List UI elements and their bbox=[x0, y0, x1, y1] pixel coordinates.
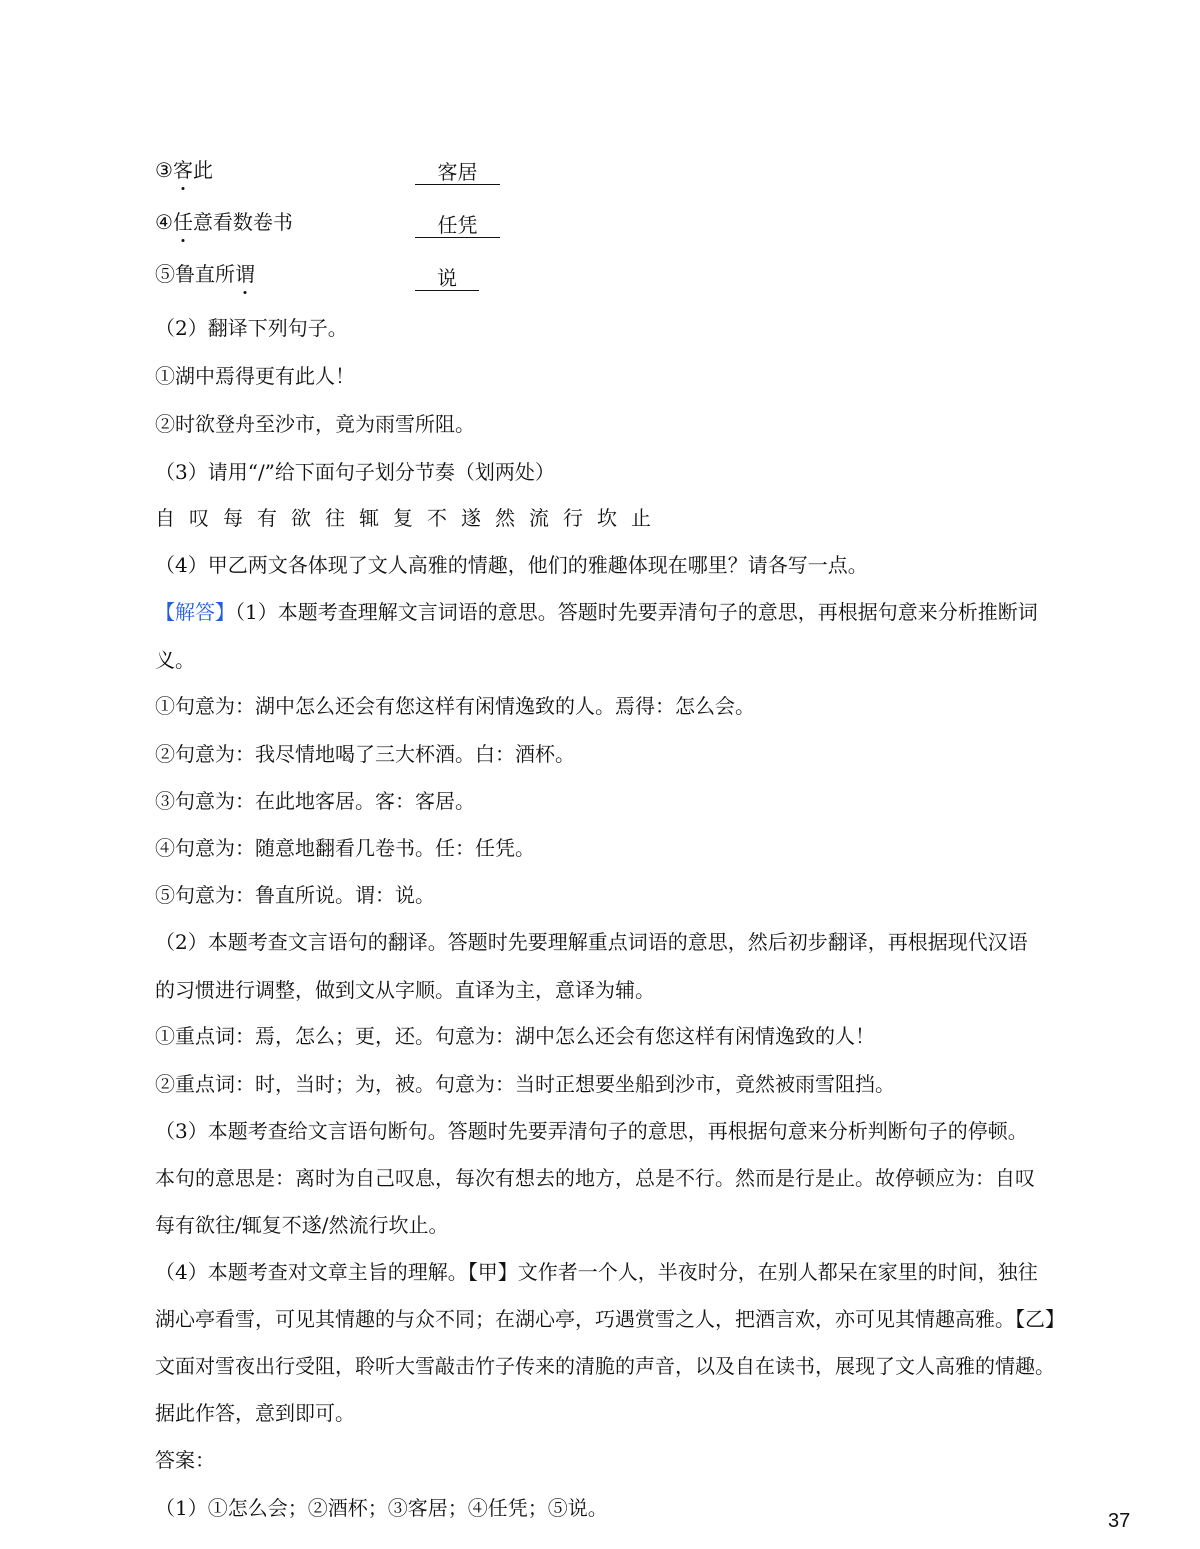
answer-2-intro-cont: 的习惯进行调整，做到文从字顺。直译为主，意译为辅。 bbox=[155, 978, 655, 1002]
question-2-item-1: ①湖中焉得更有此人！ bbox=[155, 364, 355, 388]
question-3: （3）请用“/”给下面句子划分节奏（划两处） bbox=[155, 460, 555, 484]
item-number: ⑤ bbox=[155, 262, 175, 286]
vocab-text: 鲁直所 bbox=[175, 262, 235, 286]
answer-1-item: ②句意为：我尽情地喝了三大杯酒。白：酒杯。 bbox=[155, 742, 575, 766]
question-3-sentence: 自叹每有欲往辄复不遂然流行坎止 bbox=[155, 506, 665, 530]
answer-4-line: 湖心亭看雪，可见其情趣的与众不同；在湖心亭，巧遇赏雪之人，把酒言欢，亦可见其情趣高雅。【乙】 bbox=[155, 1307, 1065, 1331]
vocab-line-5 bbox=[155, 260, 255, 288]
answer-2-item: ②重点词：时，当时；为，被。句意为：当时正想要坐船到沙市，竟然被雨雪阻挡。 bbox=[155, 1072, 895, 1096]
answer-3-line: 本句的意思是：离时为自己叹息，每次有想去的地方，总是不行。然而是行是止。故停顿应为：自叹 bbox=[155, 1166, 1035, 1190]
answer-3-line: （3）本题考查给文言语句断句。答题时先要弄清句子的意思，再根据句意来分析判断句子的停顿。 bbox=[155, 1119, 1028, 1143]
question-4: （4）甲乙两文各体现了文人高雅的情趣，他们的雅趣体现在哪里？请各写一点。 bbox=[155, 553, 868, 577]
answer-label: 【解答】 bbox=[155, 600, 235, 624]
dotted-word: 任 bbox=[172, 210, 193, 234]
vocab-text: 意看数卷书 bbox=[192, 210, 293, 234]
answer-1-item: ①句意为：湖中怎么还会有您这样有闲情逸致的人。焉得：怎么会。 bbox=[155, 694, 755, 718]
answer-1-intro bbox=[155, 598, 1038, 626]
answer-text: （1）本题考查理解文言词语的意思。答题时先要弄清句子的意思，再根据句意来分析推断词 bbox=[235, 600, 1038, 624]
answer-1-intro-cont: 义。 bbox=[155, 648, 195, 672]
answer-4-line: 文面对雪夜出行受阻，聆听大雪敲击竹子传来的清脆的声音，以及自在读书，展现了文人高雅的情趣。 bbox=[155, 1354, 1055, 1378]
vocab-answer-3: 客居 bbox=[415, 160, 500, 185]
item-number: ③ bbox=[155, 158, 173, 182]
page-number: 37 bbox=[1108, 1510, 1131, 1532]
answer-2-item: ①重点词：焉，怎么；更，还。句意为：湖中怎么还会有您这样有闲情逸致的人！ bbox=[155, 1024, 875, 1048]
vocab-line-4 bbox=[155, 208, 293, 236]
vocab-text: 此 bbox=[192, 158, 213, 182]
answer-1-item: ⑤句意为：鲁直所说。谓：说。 bbox=[155, 883, 435, 907]
vocab-line-3 bbox=[155, 156, 213, 184]
final-answer: （1）①怎么会；②酒杯；③客居；④任凭；⑤说。 bbox=[155, 1496, 608, 1520]
dotted-word: 客 bbox=[172, 158, 193, 182]
vocab-answer-5: 说 bbox=[415, 266, 479, 291]
answer-1-item: ④句意为：随意地翻看几卷书。任：任凭。 bbox=[155, 836, 535, 860]
answer-4-line: （4）本题考查对文章主旨的理解。【甲】文作者一个人，半夜时分，在别人都呆在家里的时间，独往 bbox=[155, 1260, 1038, 1284]
question-2: （2）翻译下列句子。 bbox=[155, 316, 348, 340]
answer-1-item: ③句意为：在此地客居。客：客居。 bbox=[155, 789, 475, 813]
question-2-item-2: ②时欲登舟至沙市，竟为雨雪所阻。 bbox=[155, 412, 475, 436]
item-number: ④ bbox=[155, 210, 173, 234]
answer-3-line: 每有欲往/辄复不遂/然流行坎止。 bbox=[155, 1213, 449, 1237]
dotted-word: 谓 bbox=[235, 262, 255, 286]
answer-4-line: 据此作答，意到即可。 bbox=[155, 1401, 355, 1425]
answer-2-intro: （2）本题考查文言语句的翻译。答题时先要理解重点词语的意思，然后初步翻译，再根据现代汉语 bbox=[155, 930, 1028, 954]
vocab-answer-4: 任凭 bbox=[415, 213, 500, 238]
answer-heading: 答案： bbox=[155, 1448, 215, 1472]
